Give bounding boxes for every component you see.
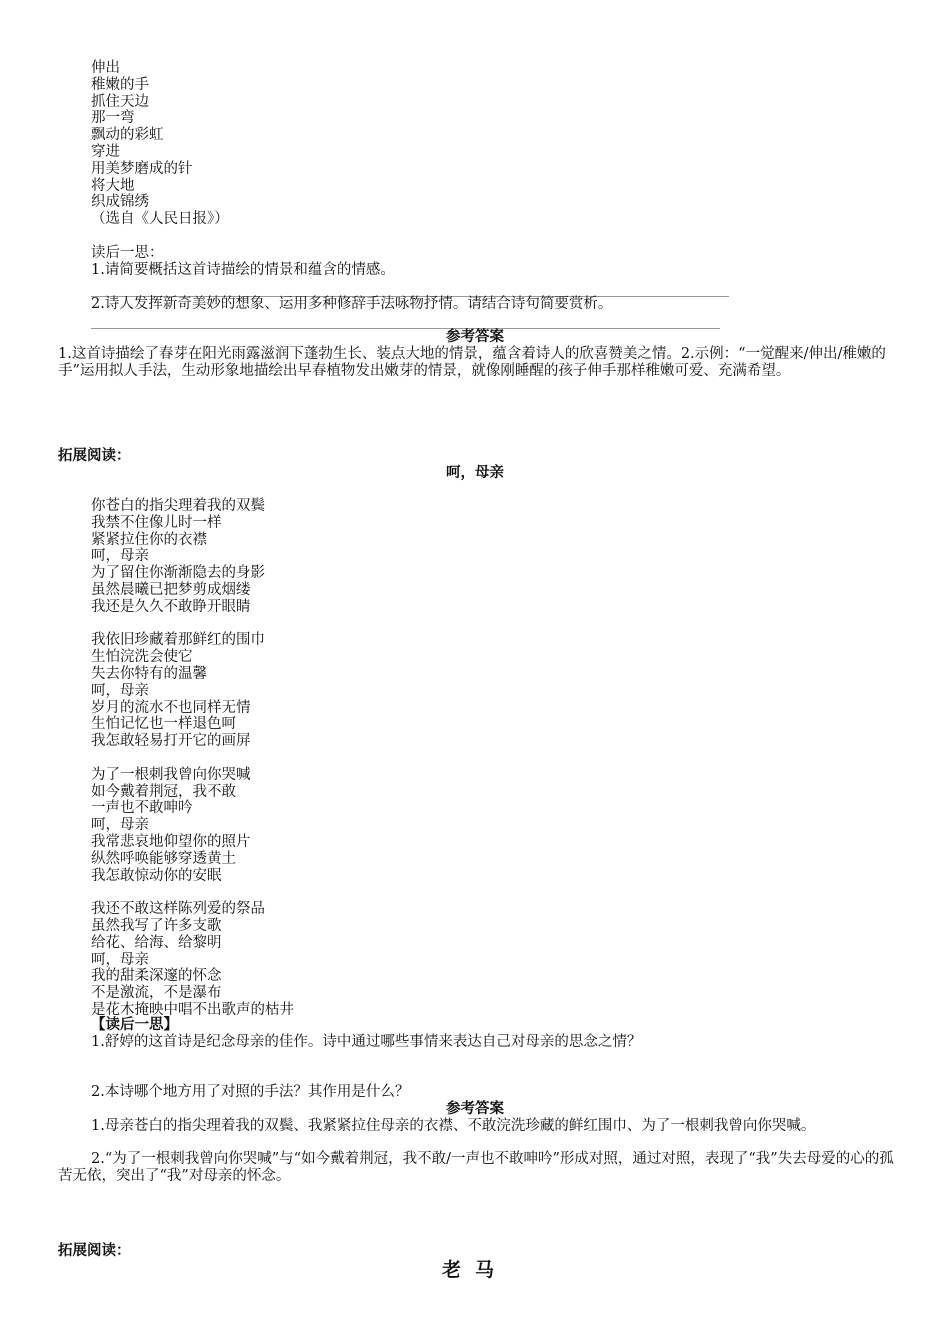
poem-line: 不是激流，不是瀑布 (91, 985, 222, 1002)
question-1: 1.请简要概括这首诗描绘的情景和蕴含的情感。 (91, 261, 395, 278)
poem-line: 我依旧珍藏着那鲜红的围巾 (91, 632, 265, 649)
question-2: 2.本诗哪个地方用了对照的手法？其作用是什么？ (91, 1084, 410, 1100)
poem-line: 穿进 (91, 143, 120, 160)
poem-title: 呵，母亲 (446, 464, 504, 481)
poem-line: 我的甜柔深邃的怀念 (91, 968, 222, 985)
poem-line: 我还是久久不敢睁开眼睛 (91, 598, 251, 615)
answer-heading: 参考答案 (446, 328, 504, 345)
question-1: 1.舒婷的这首诗是纪念母亲的佳作。诗中通过哪些事情来表达自己对母亲的思念之情？ (91, 1034, 642, 1050)
poem-line: 生怕记忆也一样退色呵 (91, 716, 236, 733)
poem-line: 呵，母亲 (91, 951, 149, 968)
poem-line: 生怕浣洗会使它 (91, 649, 193, 666)
poem-line: 虽然我写了许多支歌 (91, 917, 222, 934)
poem-line: 用美梦磨成的针 (91, 160, 193, 177)
poem-line: 我禁不住像儿时一样 (91, 514, 222, 531)
poem-line: 呵，母亲 (91, 817, 149, 834)
poem-line: 你苍白的指尖理着我的双鬓 (91, 498, 265, 514)
poem-line: 伸出 (91, 60, 120, 76)
poem-line: 失去你特有的温馨 (91, 665, 207, 682)
poem-2 (91, 498, 294, 1019)
poem-line: 我怎敢轻易打开它的画屏 (91, 733, 251, 750)
poem-line: 如今戴着荆冠，我不敢 (91, 783, 236, 800)
poem-line: 为了一根刺我曾向你哭喊 (91, 766, 251, 783)
poem-line: 我常悲哀地仰望你的照片 (91, 833, 251, 850)
poem-line: 稚嫩的手 (91, 76, 149, 93)
question-2: 2.诗人发挥新奇美妙的想象、运用多种修辞手法咏物抒情。请结合诗句简要赏析。 (91, 296, 613, 312)
poem-line: 织成锦绣 (91, 194, 149, 211)
poem-line: 将大地 (91, 177, 135, 194)
poem-line: 纵然呼唤能够穿透黄土 (91, 850, 236, 867)
poem-line: 我还不敢这样陈列爱的祭品 (91, 901, 265, 918)
poem-title: 老马 (441, 1259, 508, 1281)
poem-line: 为了留住你渐渐隐去的身影 (91, 565, 265, 582)
reflection-heading: 【读后一思】 (91, 1016, 178, 1033)
poem-line: 那一弯 (91, 110, 135, 127)
poem-line: 我怎敢惊动你的安眠 (91, 867, 222, 884)
poem-line: 抓住天边 (91, 93, 149, 110)
poem-line: 虽然晨曦已把梦剪成烟缕 (91, 581, 251, 598)
poem-1 (91, 60, 395, 278)
answer-text: 1.这首诗描绘了春芽在阳光雨露滋润下蓬勃生长、装点大地的情景，蕴含着诗人的欣喜赞美之情。2.示例：“一觉醒来/伸出/稚嫩的手”运用拟人手法，生动形象地描绘出早春植物发出嫩芽的情景，就像刚睡醒的孩子伸手那样稚嫩可爱、充满希望。 (58, 346, 886, 379)
poem-source: （选自《人民日报》） (91, 211, 229, 228)
poem-line: 是花木掩映中唱不出歌声的枯井 (91, 1001, 294, 1018)
section-label: 拓展阅读： (58, 447, 131, 464)
poem-line: 呵，母亲 (91, 548, 149, 565)
answer-2: 2.“为了一根刺我曾向你哭喊”与“如今戴着荆冠，我不敢/一声也不敢呻吟”形成对照，通过对照，表现了“我”失去母爱的心的孤苦无依，突出了“我”对母亲的怀念。 (58, 1151, 894, 1184)
reflection-heading: 读后一思： (91, 244, 164, 261)
poem-line: 呵，母亲 (91, 682, 149, 699)
poem-line: 一声也不敢呻吟 (91, 800, 193, 817)
poem-line: 紧紧拉住你的衣襟 (91, 531, 207, 548)
poem-line: 岁月的流水不也同样无情 (91, 699, 251, 716)
poem-line: 给花、给海、给黎明 (91, 934, 222, 951)
answer-heading: 参考答案 (446, 1100, 504, 1117)
section-label: 拓展阅读： (58, 1242, 131, 1259)
answer-1: 1.母亲苍白的指尖理着我的双鬓、我紧紧拉住母亲的衣襟、不敢浣洗珍藏的鲜红围巾、为了一根刺我曾向你哭喊。 (91, 1118, 816, 1134)
poem-line: 飘动的彩虹 (91, 127, 164, 144)
